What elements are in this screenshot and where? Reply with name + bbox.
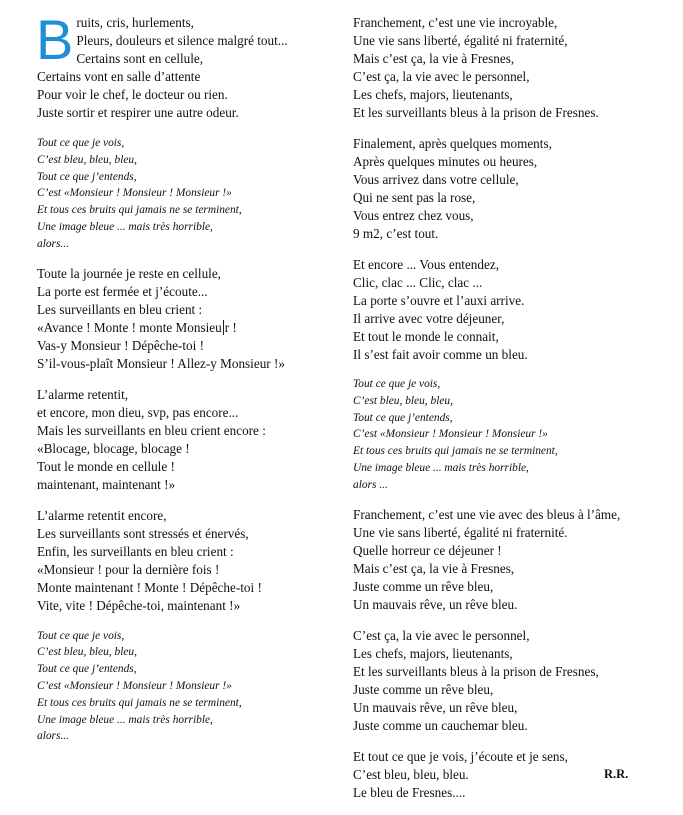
poem-line: C’est ça, la vie avec le personnel, <box>353 69 530 84</box>
drop-cap: B <box>36 8 74 71</box>
poem-line: Quelle horreur ce déjeuner ! <box>353 542 502 558</box>
poem-line: Franchement, c’est une vie avec des bleus à l’âme, <box>353 506 621 522</box>
stanza-9 <box>353 627 671 735</box>
poem-line: Les chefs, majors, lieutenants, <box>353 87 513 102</box>
stanza-5 <box>353 14 671 122</box>
poem-line: Certains vont en salle d’attente <box>37 69 201 84</box>
chorus-line: Une image bleue ... mais très horrible, <box>353 461 529 474</box>
chorus-3 <box>353 376 671 494</box>
chorus-line: Et tous ces bruits qui jamais ne se terminent, <box>37 696 242 709</box>
chorus-line: C’est bleu, bleu, bleu, <box>37 153 137 166</box>
poem-line: Finalement, après quelques moments, <box>353 136 552 151</box>
poem-line: Juste sortir et respirer une autre odeur. <box>37 105 239 120</box>
poem-line: L’alarme retentit encore, <box>37 507 167 523</box>
poem-line: Et tout ce que je vois, j’écoute et je sens, <box>353 748 568 764</box>
poem-line: La porte s’ouvre et l’auxi arrive. <box>353 293 525 308</box>
poem-line <box>37 319 337 337</box>
stanza-2 <box>37 265 337 373</box>
chorus-line: C’est bleu, bleu, bleu, <box>353 394 453 407</box>
poem-line: «Monsieur ! pour la dernière fois ! <box>37 561 220 577</box>
chorus-line: Tout ce que je vois, <box>37 629 125 642</box>
chorus-line: Une image bleue ... mais très horrible, <box>37 220 213 233</box>
poem-line-part: «Avance ! Monte ! monte Monsieu <box>37 319 222 335</box>
poem-line: La porte est fermée et j’écoute... <box>37 283 208 299</box>
poem-line: Et les surveillants bleus à la prison de Fresnes, <box>353 663 599 679</box>
chorus-line: C’est bleu, bleu, bleu, <box>37 646 137 659</box>
poem-line: Un mauvais rêve, un rêve bleu. <box>353 596 518 612</box>
poem-line: Clic, clac ... Clic, clac ... <box>353 275 483 290</box>
chorus-line: C’est «Monsieur ! Monsieur ! Monsieur !» <box>37 679 232 692</box>
poem-line: «Blocage, blocage, blocage ! <box>37 440 190 456</box>
poem-line: Mais les surveillants en bleu crient encore : <box>37 422 266 438</box>
chorus-line: Une image bleue ... mais très horrible, <box>37 713 213 726</box>
poem-line: Le bleu de Fresnes.... <box>353 784 466 800</box>
text-cursor <box>223 320 224 335</box>
chorus-line: C’est «Monsieur ! Monsieur ! Monsieur !» <box>37 187 232 200</box>
chorus-line: alors... <box>37 730 69 743</box>
poem-line: Il arrive avec votre déjeuner, <box>353 311 505 326</box>
poem-line: Pour voir le chef, le docteur ou rien. <box>37 87 228 102</box>
stanza-8 <box>353 506 671 614</box>
poem-line: Toute la journée je reste en cellule, <box>37 265 221 281</box>
poem-line: Vous entrez chez vous, <box>353 208 474 223</box>
poem-line: Après quelques minutes ou heures, <box>353 154 538 169</box>
poem-line: Franchement, c’est une vie incroyable, <box>353 15 558 30</box>
poem-line: Les surveillants en bleu crient : <box>37 301 203 317</box>
poem-line: Et tout le monde le connait, <box>353 329 499 344</box>
poem-line: Les surveillants sont stressés et énervés, <box>37 525 249 541</box>
poem-line: Qui ne sent pas la rose, <box>353 190 476 205</box>
poem-line: ruits, cris, hurlements, <box>76 15 194 30</box>
poem-line: Monte maintenant ! Monte ! Dépêche-toi ! <box>37 579 262 595</box>
poem-line: maintenant, maintenant !» <box>37 476 176 492</box>
poem-line: C’est ça, la vie avec le personnel, <box>353 627 530 643</box>
chorus-line: Tout ce que j’entends, <box>353 411 453 424</box>
chorus-line: alors ... <box>353 478 388 491</box>
author-signature: R.R. <box>604 767 629 781</box>
left-column <box>36 8 337 757</box>
poem-line: 9 m2, c’est tout. <box>353 226 439 241</box>
poem-line: C’est bleu, bleu, bleu. <box>353 766 469 782</box>
chorus-line: alors... <box>37 237 69 250</box>
chorus-line: C’est «Monsieur ! Monsieur ! Monsieur !» <box>353 428 548 441</box>
right-column <box>353 14 671 815</box>
poem-line: Pleurs, douleurs et silence malgré tout... <box>76 33 288 48</box>
poem-line: Certains sont en cellule, <box>76 51 204 66</box>
chorus-2 <box>37 628 337 746</box>
poem-line: S’il-vous-plaît Monsieur ! Allez-y Monsieur !» <box>37 355 285 371</box>
poem-line: Les chefs, majors, lieutenants, <box>353 645 513 661</box>
chorus-line: Et tous ces bruits qui jamais ne se terminent, <box>37 204 242 217</box>
poem-line: Mais c’est ça, la vie à Fresnes, <box>353 51 515 66</box>
poem-line: Et les surveillants bleus à la prison de Fresnes. <box>353 105 599 120</box>
poem-line: Vite, vite ! Dépêche-toi, maintenant !» <box>37 597 241 613</box>
poem-line: Une vie sans liberté, égalité ni fraternité, <box>353 33 568 48</box>
stanza-4 <box>37 507 337 615</box>
poem-line: Enfin, les surveillants en bleu crient : <box>37 543 234 559</box>
chorus-line: Tout ce que j’entends, <box>37 170 137 183</box>
chorus-line: Tout ce que je vois, <box>37 137 125 149</box>
chorus-line: Et tous ces bruits qui jamais ne se terminent, <box>353 445 558 458</box>
stanza-7 <box>353 256 671 364</box>
poem-line: Et encore ... Vous entendez, <box>353 257 499 272</box>
poem-line-part: r ! <box>224 319 237 335</box>
chorus-line: Tout ce que je vois, <box>353 378 441 390</box>
poem-line: Un mauvais rêve, un rêve bleu, <box>353 699 518 715</box>
poem-line: Juste comme un cauchemar bleu. <box>353 717 528 733</box>
poem-line: Tout le monde en cellule ! <box>37 458 175 474</box>
poem-line: L’alarme retentit, <box>37 386 129 402</box>
poem-line: Vas-y Monsieur ! Dépêche-toi ! <box>37 337 204 353</box>
poem-line: Il s’est fait avoir comme un bleu. <box>353 347 528 362</box>
poem-line: Une vie sans liberté, égalité ni fraternité. <box>353 524 568 540</box>
poem-line: et encore, mon dieu, svp, pas encore... <box>37 404 239 420</box>
chorus-line: Tout ce que j’entends, <box>37 663 137 676</box>
poem-line: Juste comme un rêve bleu, <box>353 681 494 697</box>
stanza-3 <box>37 386 337 494</box>
chorus-1 <box>37 135 337 253</box>
poem-line: Mais c’est ça, la vie à Fresnes, <box>353 560 515 576</box>
stanza-1 <box>36 8 337 122</box>
stanza-6 <box>353 135 671 243</box>
poem-line: Vous arrivez dans votre cellule, <box>353 172 519 187</box>
poem-line: Juste comme un rêve bleu, <box>353 578 494 594</box>
